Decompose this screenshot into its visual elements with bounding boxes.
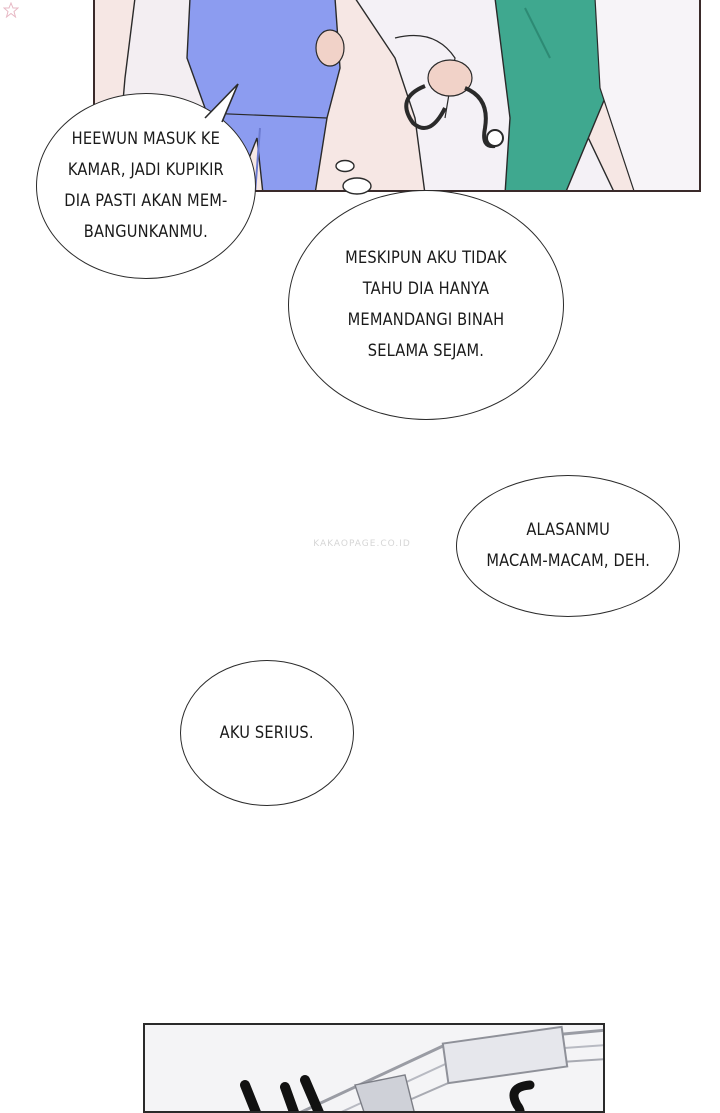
speech-bubble-4-text: AKU SERIUS. [219,722,315,743]
bubble-1-tail [205,84,238,122]
thought-dot-large [343,178,371,194]
watermark-text: KAKAOPAGE.CO.ID [313,539,411,549]
speech-bubble-2-text: MESKIPUN AKU TIDAK TAHU DIA HANYA MEMANDANGI BINAH SELAMA SEJAM. [345,248,507,361]
speech-bubble-3-text: ALASANMU MACAM-MACAM, DEH. [486,520,650,571]
speech-bubble-1-text: HEEWUN MASUK KE KAMAR, JADI KUPIKIR DIA PASTI AKAN MEM- BANGUNKANMU. [64,129,228,242]
thought-dot-small [336,161,354,172]
